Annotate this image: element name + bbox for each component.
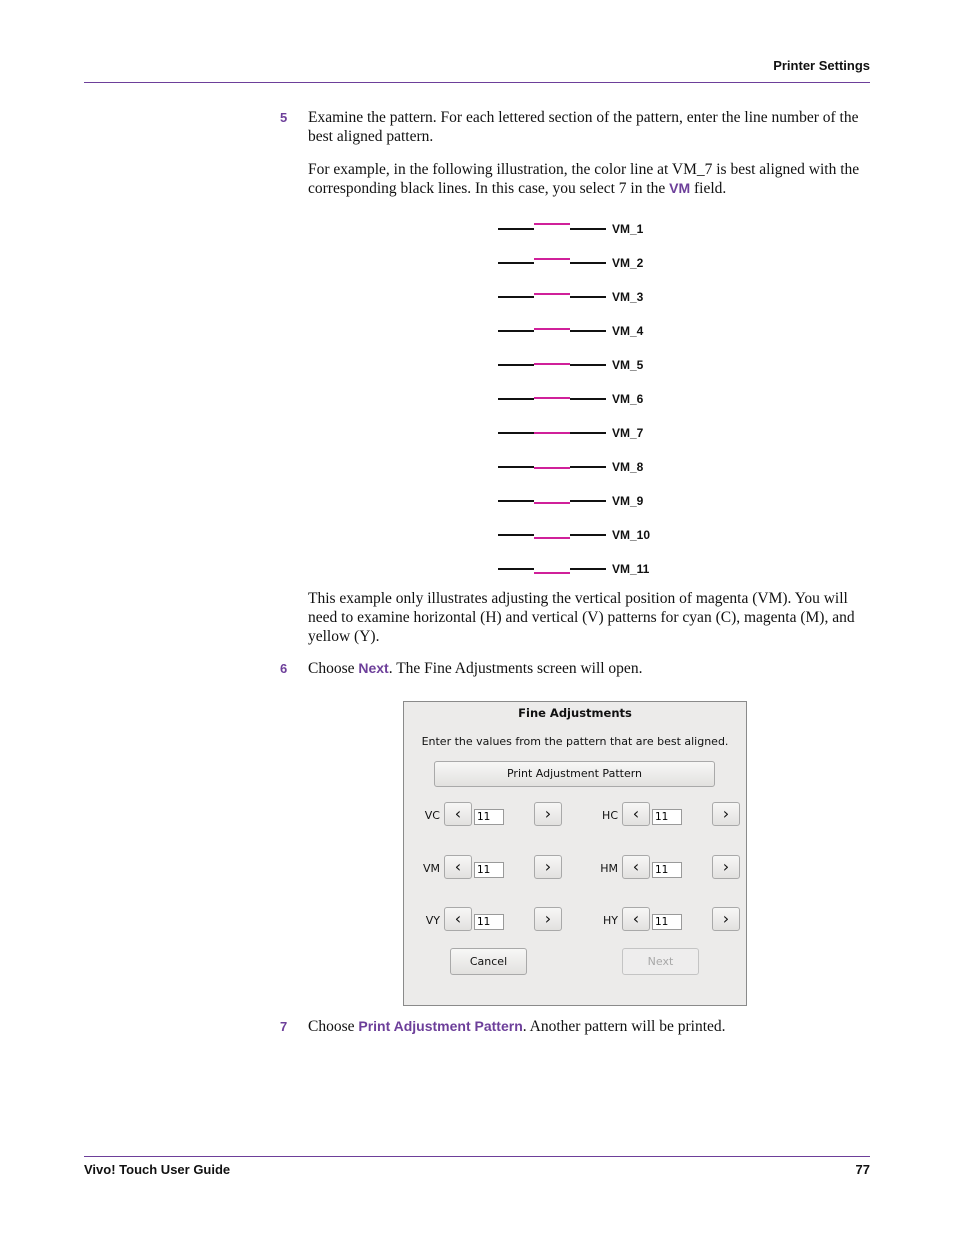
pattern-row xyxy=(498,254,698,268)
example-text: For example, in the following illustration, the color line at VM_7 is best aligned with the corresponding black lines. In this case, you select 7 in the xyxy=(308,161,860,197)
magenta-line xyxy=(534,223,570,225)
chevron-right-icon: › xyxy=(722,909,730,928)
black-line-left xyxy=(498,330,534,332)
cancel-button[interactable]: Cancel xyxy=(450,948,527,975)
hc-input[interactable] xyxy=(652,809,682,825)
hy-increment-button[interactable] xyxy=(712,907,740,931)
dialog-instruction: Enter the values from the pattern that are best aligned. xyxy=(421,735,729,748)
hm-increment-button[interactable] xyxy=(712,855,740,879)
black-line-right xyxy=(570,432,606,434)
section-title: Printer Settings xyxy=(773,58,870,73)
step-7 xyxy=(280,1017,870,1036)
hc-decrement-button[interactable] xyxy=(622,802,650,826)
vc-label: VC xyxy=(424,809,440,822)
chevron-right-icon: › xyxy=(544,804,552,823)
pattern-row xyxy=(498,220,698,234)
black-line-left xyxy=(498,296,534,298)
black-line-right xyxy=(570,228,606,230)
black-line-left xyxy=(498,228,534,230)
hm-label: HM xyxy=(600,862,618,875)
chevron-right-icon: › xyxy=(544,909,552,928)
pattern-label: VM_1 xyxy=(612,222,644,236)
vy-input[interactable] xyxy=(474,914,504,930)
magenta-line xyxy=(534,363,570,365)
vm-decrement-button[interactable] xyxy=(444,855,472,879)
chevron-right-icon: › xyxy=(722,857,730,876)
hm-input[interactable] xyxy=(652,862,682,878)
pattern-label: VM_7 xyxy=(612,426,644,440)
pattern-row xyxy=(498,424,698,438)
pattern-label: VM_9 xyxy=(612,494,644,508)
magenta-line xyxy=(534,432,570,434)
pattern-row xyxy=(498,356,698,370)
black-line-left xyxy=(498,432,534,434)
hc-label: HC xyxy=(602,809,618,822)
chevron-left-icon: ‹ xyxy=(632,804,640,823)
vc-input[interactable] xyxy=(474,809,504,825)
vy-label: VY xyxy=(425,914,440,927)
vy-increment-button[interactable] xyxy=(534,907,562,931)
next-keyword: Next xyxy=(358,660,389,676)
pattern-label: VM_6 xyxy=(612,392,644,406)
black-line-right xyxy=(570,364,606,366)
chevron-right-icon: › xyxy=(722,804,730,823)
step-text-start: Choose xyxy=(308,1018,359,1035)
step-text: Examine the pattern. For each lettered section of the pattern, enter the line number of the best aligned pattern. xyxy=(308,109,859,145)
black-line-right xyxy=(570,398,606,400)
step-text-start: Choose xyxy=(308,660,359,677)
pattern-label: VM_5 xyxy=(612,358,644,372)
black-line-left xyxy=(498,534,534,536)
pattern-row xyxy=(498,458,698,472)
step-number: 5 xyxy=(280,110,288,125)
guide-title: Vivo! Touch User Guide xyxy=(84,1162,231,1177)
hy-label: HY xyxy=(603,914,618,927)
vc-decrement-button[interactable] xyxy=(444,802,472,826)
page-number: 77 xyxy=(855,1162,870,1177)
black-line-left xyxy=(498,466,534,468)
fine-adjustments-dialog xyxy=(403,701,747,1006)
example-text-end: field. xyxy=(690,180,727,197)
note-paragraph: This example only illustrates adjusting the vertical position of magenta (VM). You will need to examine horizontal (H) and vertical (V) patterns for cyan (C), magenta (M), and yellow (Y). xyxy=(308,590,855,645)
chevron-left-icon: ‹ xyxy=(454,909,462,928)
black-line-right xyxy=(570,500,606,502)
alignment-pattern-illustration xyxy=(498,220,698,580)
black-line-left xyxy=(498,364,534,366)
pattern-label: VM_2 xyxy=(612,256,644,270)
vm-increment-button[interactable] xyxy=(534,855,562,879)
chevron-left-icon: ‹ xyxy=(454,804,462,823)
page-footer xyxy=(84,1156,870,1177)
example-paragraph xyxy=(308,160,870,198)
black-line-right xyxy=(570,534,606,536)
pattern-row xyxy=(498,288,698,302)
magenta-line xyxy=(534,258,570,260)
black-line-right xyxy=(570,568,606,570)
step-number: 6 xyxy=(280,661,288,676)
pattern-label: VM_11 xyxy=(612,562,650,576)
hy-decrement-button[interactable] xyxy=(622,907,650,931)
vm-keyword: VM xyxy=(669,180,691,196)
step-text-end: . The Fine Adjustments screen will open. xyxy=(388,660,643,677)
print-adjustment-pattern-keyword: Print Adjustment Pattern xyxy=(358,1018,523,1034)
magenta-line xyxy=(534,328,570,330)
step-text xyxy=(308,659,870,678)
pattern-row xyxy=(498,526,698,540)
magenta-line xyxy=(534,397,570,399)
vc-increment-button[interactable] xyxy=(534,802,562,826)
magenta-line xyxy=(534,467,570,469)
black-line-right xyxy=(570,466,606,468)
chevron-left-icon: ‹ xyxy=(632,909,640,928)
black-line-left xyxy=(498,500,534,502)
chevron-left-icon: ‹ xyxy=(632,857,640,876)
magenta-line xyxy=(534,537,570,539)
pattern-label: VM_3 xyxy=(612,290,644,304)
step-6 xyxy=(280,659,870,678)
step-5 xyxy=(280,108,870,146)
black-line-right xyxy=(570,330,606,332)
hc-increment-button[interactable] xyxy=(712,802,740,826)
hm-decrement-button[interactable] xyxy=(622,855,650,879)
magenta-line xyxy=(534,293,570,295)
step-text xyxy=(308,1017,870,1036)
chevron-left-icon: ‹ xyxy=(454,857,462,876)
black-line-right xyxy=(570,296,606,298)
pattern-row xyxy=(498,492,698,506)
black-line-right xyxy=(570,262,606,264)
black-line-left xyxy=(498,398,534,400)
print-adjustment-pattern-button[interactable]: Print Adjustment Pattern xyxy=(434,761,715,787)
step-text-end: . Another pattern will be printed. xyxy=(522,1018,726,1035)
pattern-row xyxy=(498,322,698,336)
hy-input[interactable] xyxy=(652,914,682,930)
pattern-label: VM_8 xyxy=(612,460,644,474)
pattern-label: VM_10 xyxy=(612,528,651,542)
dialog-title: Fine Adjustments xyxy=(518,706,632,720)
vy-decrement-button[interactable] xyxy=(444,907,472,931)
magenta-line xyxy=(534,572,570,574)
black-line-left xyxy=(498,262,534,264)
magenta-line xyxy=(534,502,570,504)
pattern-label: VM_4 xyxy=(612,324,644,338)
next-button[interactable]: Next xyxy=(622,948,699,975)
step-number: 7 xyxy=(280,1019,288,1034)
pattern-row xyxy=(498,560,698,574)
vm-label: VM xyxy=(422,862,440,875)
page-header xyxy=(84,58,870,83)
chevron-right-icon: › xyxy=(544,857,552,876)
vm-input[interactable] xyxy=(474,862,504,878)
pattern-row xyxy=(498,390,698,404)
black-line-left xyxy=(498,568,534,570)
